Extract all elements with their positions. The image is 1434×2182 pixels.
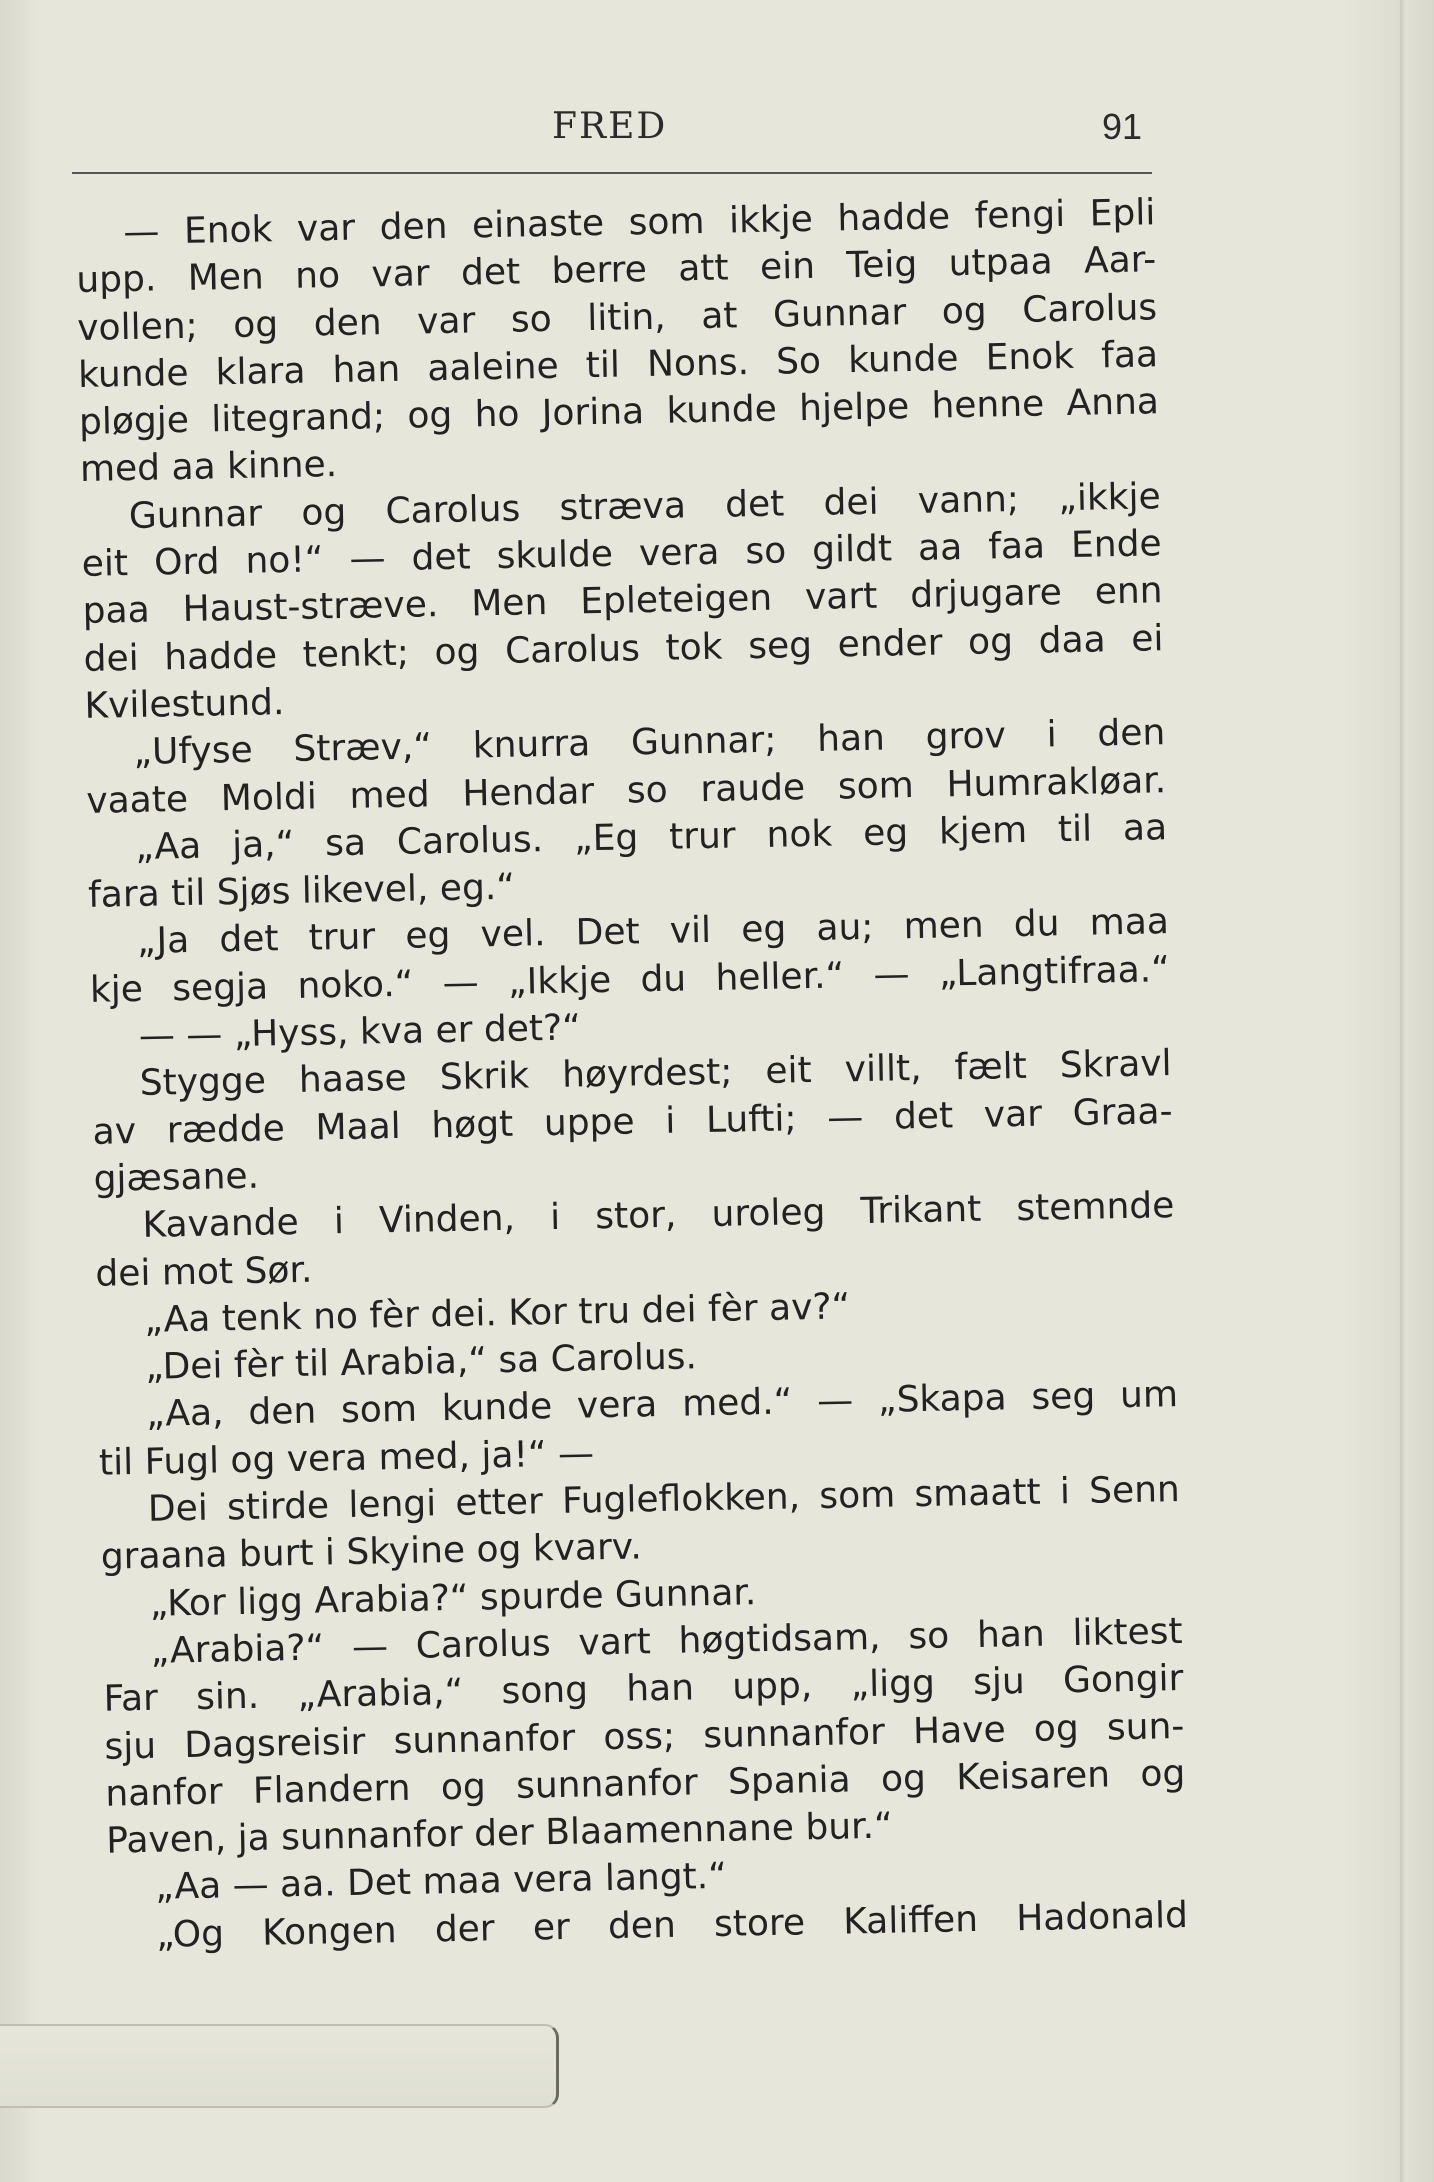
text-line: „Og Kongen der er den store Kaliffen Hadonald: [155, 1894, 1189, 1956]
text-line: dei hadde tenkt; og Carolus tok seg ender og daa ei: [83, 617, 1164, 680]
text-line: vollen; og den var so litin, at Gunnar og Carolus: [76, 286, 1158, 349]
text-line: av rædde Maal høgt uppe i Lufti; — det var Graa-: [92, 1090, 1173, 1153]
text-line: kunde klara han aaleine til Nons. So kunde Enok faa: [77, 334, 1159, 396]
page-number: 91: [1101, 106, 1142, 147]
page-edge: [1400, 0, 1434, 2182]
text-line: — — „Hyss, kva er det?“: [138, 1007, 582, 1057]
text-line: vaate Moldi med Hendar so raude som Humrakløar.: [85, 759, 1167, 822]
text-line: upp. Men no var det berre att ein Teig utpaa Aar-: [75, 239, 1157, 302]
text-line: Paven, ja sunnanfor der Blaamennane bur.“: [105, 1805, 894, 1862]
body-text: [75, 189, 1188, 1959]
text-line: Kavande i Vinden, i stor, uroleg Trikant stemnde: [142, 1185, 1175, 1247]
text-line: „Aa — aa. Det maa vera langt.“: [154, 1856, 728, 1909]
text-line: „Dei fèr til Arabia,“ sa Carolus.: [144, 1336, 698, 1388]
text-line: dei mot Sør.: [95, 1249, 313, 1295]
text-line: paa Haust-stræve. Men Epleteigen vart drjugare enn: [82, 570, 1163, 633]
bookmark-tab: [0, 2024, 559, 2108]
text-line: „Aa tenk no fèr dei. Kor tru dei fèr av?“: [143, 1286, 851, 1341]
text-line: Stygge haase Skrik høyrdest; eit villt, fælt Skravl: [139, 1043, 1172, 1105]
text-line: „Ja det trur eg vel. Det vil eg au; men du maa: [136, 901, 1170, 963]
text-line: gjæsane.: [93, 1155, 260, 1200]
text-line: sju Dagsreisir sunnanfor oss; sunnanfor Have og sun-: [104, 1705, 1185, 1768]
text-line: Kvilestund.: [84, 682, 285, 727]
text-line: pløgje litegrand; og ho Jorina kunde hjelpe henne Anna: [78, 381, 1160, 444]
text-line: „Aa ja,“ sa Carolus. „Eg trur nok eg kjem til aa: [134, 807, 1168, 868]
text-line: Gunnar og Carolus stræva det dei vann; „ikkje: [128, 475, 1162, 537]
text-line: kje segja noko.“ — „Ikkje du heller.“ — „Langtifraa.“: [89, 948, 1171, 1011]
text-line: Dei stirde lengi etter Fugleflokken, som smaatt i Senn: [147, 1469, 1181, 1530]
text-line: med aa kinne.: [79, 444, 338, 491]
text-line: „Ufyse Stræv,“ knurra Gunnar; han grov i den: [133, 712, 1166, 774]
page-header: [72, 100, 1152, 174]
text-line: — Enok var den einaste som ikkje hadde fengi Epli: [123, 192, 1156, 254]
text-line: „Arabia?“ — Carolus vart høgtidsam, so han liktest: [150, 1610, 1183, 1672]
text-line: Far sin. „Arabia,“ song han upp, „ligg sju Gongir: [103, 1658, 1184, 1720]
text-line: eit Ord no!“ — det skulde vera so gildt aa faa Ende: [81, 523, 1163, 586]
running-title: FRED: [552, 106, 668, 147]
text-line: graana burt i Skyine og kvarv.: [100, 1526, 643, 1579]
text-line: til Fugl og vera med, ja!“ —: [98, 1432, 595, 1484]
text-line: „Aa, den som kunde vera med.“ — „Skapa seg um: [145, 1374, 1179, 1436]
text-line: nanfor Flandern og sunnanfor Spania og Keisaren og: [105, 1752, 1186, 1815]
text-line: fara til Sjøs likevel, eg.“: [87, 866, 516, 917]
text-line: „Kor ligg Arabia?“ spurde Gunnar.: [149, 1571, 757, 1625]
